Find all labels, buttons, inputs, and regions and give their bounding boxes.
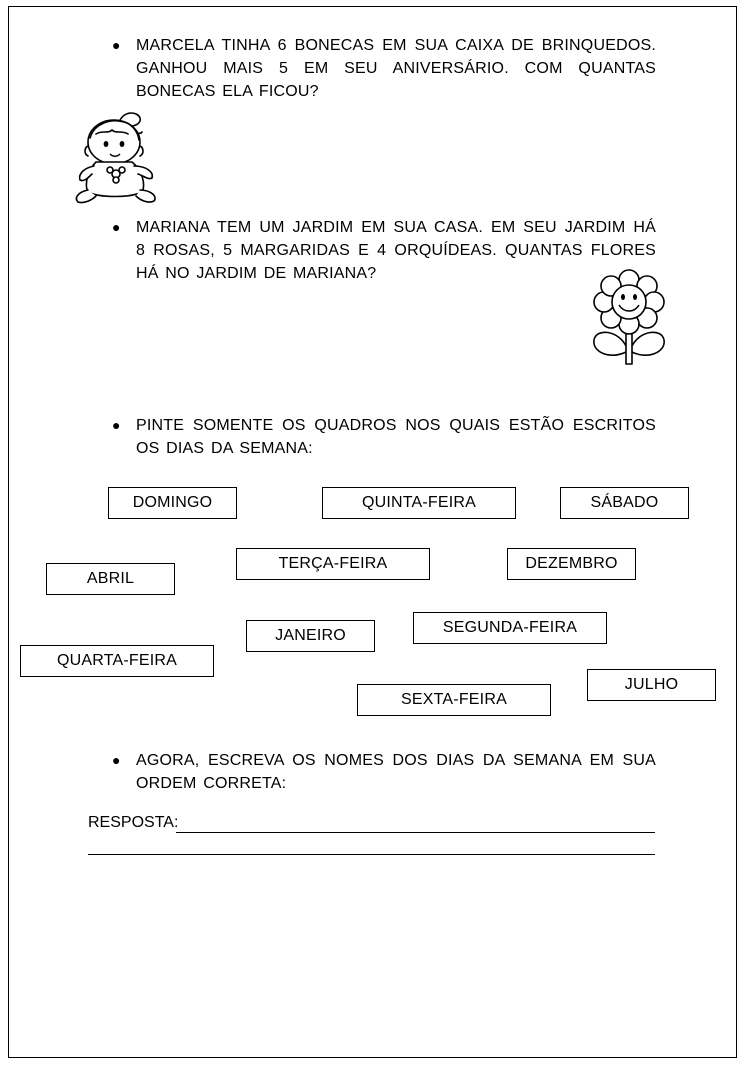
question-1-text: MARCELA TINHA 6 BONECAS EM SUA CAIXA DE BRINQUEDOS. GANHOU MAIS 5 EM SEU ANIVERSÁRIO. COM QUANTAS BONECAS ELA FICOU? [136, 37, 656, 100]
question-3-text: PINTE SOMENTE OS QUADROS NOS QUAIS ESTÃO ESCRITOS OS DIAS DA SEMANA: [136, 417, 656, 457]
question-4-text: AGORA, ESCREVA OS NOMES DOS DIAS DA SEMANA EM SUA ORDEM CORRETA: [136, 752, 656, 792]
flower-icon [590, 268, 668, 368]
question-2-text: MARIANA TEM UM JARDIM EM SUA CASA. EM SEU JARDIM HÁ 8 ROSAS, 5 MARGARIDAS E 4 ORQUÍDEAS. QUANTAS FLORES HÁ NO JARDIM DE MARIANA? [136, 219, 656, 282]
bullet: ● [112, 417, 121, 433]
question-3 [112, 414, 656, 460]
bullet: ● [112, 752, 121, 768]
bullet: ● [112, 37, 121, 53]
box-quinta-feira[interactable]: QUINTA-FEIRA [322, 487, 516, 519]
doll-icon [70, 108, 166, 204]
box-terca-feira[interactable]: TERÇA-FEIRA [236, 548, 430, 580]
answer-label: RESPOSTA: [88, 814, 179, 831]
box-segunda-feira[interactable]: SEGUNDA-FEIRA [413, 612, 607, 644]
box-quarta-feira[interactable]: QUARTA-FEIRA [20, 645, 214, 677]
box-abril[interactable]: ABRIL [46, 563, 175, 595]
box-dezembro[interactable]: DEZEMBRO [507, 548, 636, 580]
box-sexta-feira[interactable]: SEXTA-FEIRA [357, 684, 551, 716]
answer-line-2[interactable] [88, 854, 655, 855]
bullet: ● [112, 219, 121, 235]
question-1 [112, 34, 656, 103]
box-domingo[interactable]: DOMINGO [108, 487, 237, 519]
box-janeiro[interactable]: JANEIRO [246, 620, 375, 652]
box-julho[interactable]: JULHO [587, 669, 716, 701]
box-sabado[interactable]: SÁBADO [560, 487, 689, 519]
answer-line-1[interactable] [176, 832, 655, 833]
question-2 [112, 216, 656, 285]
question-4 [112, 749, 656, 795]
